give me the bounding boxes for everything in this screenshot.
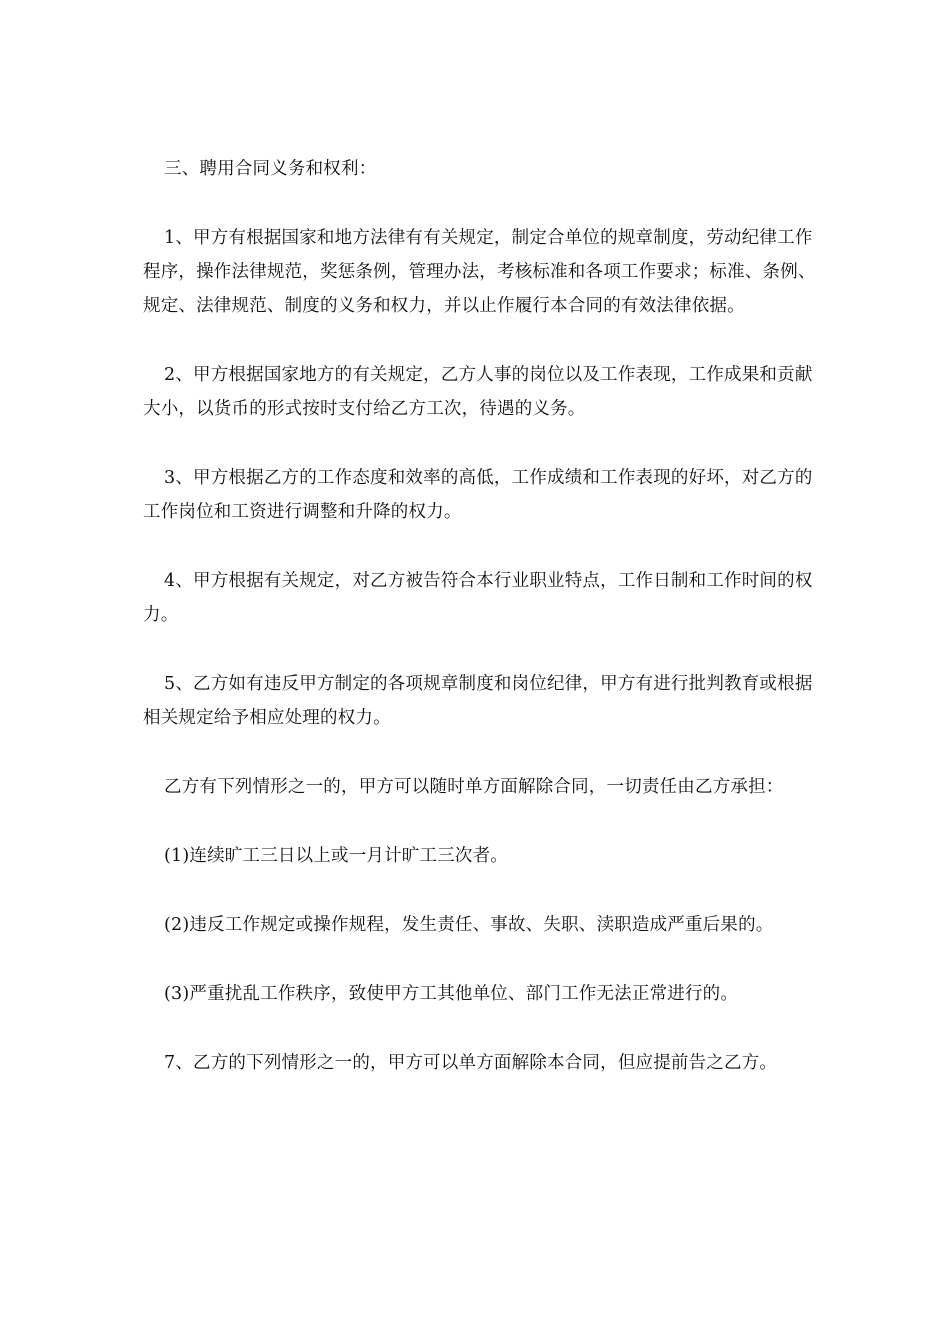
clause-5: 5、乙方如有违反甲方制定的各项规章制度和岗位纪律，甲方有进行批判教育或根据相关规定给予相应处理的权力。 [143, 674, 813, 728]
termination-item-3: (3)严重扰乱工作秩序，致使甲方工其他单位、部门工作无法正常进行的。 [164, 984, 739, 1004]
termination-item-1: (1)连续旷工三日以上或一月计旷工三次者。 [164, 846, 508, 866]
clause-1: 1、甲方有根据国家和地方法律有有关规定，制定合单位的规章制度，劳动纪律工作程序，操作法律规范，奖惩条例，管理办法，考核标准和各项工作要求；标准、条例、规定、法律规范、制度的义务和权力，并以止作履行本合同的有效法律依据。 [143, 228, 816, 316]
termination-item-2: (2)违反工作规定或操作规程，发生责任、事故、失职、渎职造成严重后果的。 [164, 915, 774, 935]
document-body [143, 152, 823, 1080]
section-heading: 三、聘用合同义务和权利： [164, 159, 377, 179]
termination-intro: 乙方有下列情形之一的，甲方可以随时单方面解除合同，一切责任由乙方承担： [164, 777, 784, 797]
clause-4: 4、甲方根据有关规定，对乙方被告符合本行业职业特点，工作日制和工作时间的权力。 [143, 571, 813, 625]
clause-2: 2、甲方根据国家地方的有关规定，乙方人事的岗位以及工作表现，工作成果和贡献大小，以货币的形式按时支付给乙方工次，待遇的义务。 [143, 365, 813, 419]
clause-7: 7、乙方的下列情形之一的，甲方可以单方面解除本合同，但应提前告之乙方。 [164, 1053, 778, 1073]
clause-3: 3、甲方根据乙方的工作态度和效率的高低，工作成绩和工作表现的好坏，对乙方的工作岗位和工资进行调整和升降的权力。 [143, 468, 813, 522]
